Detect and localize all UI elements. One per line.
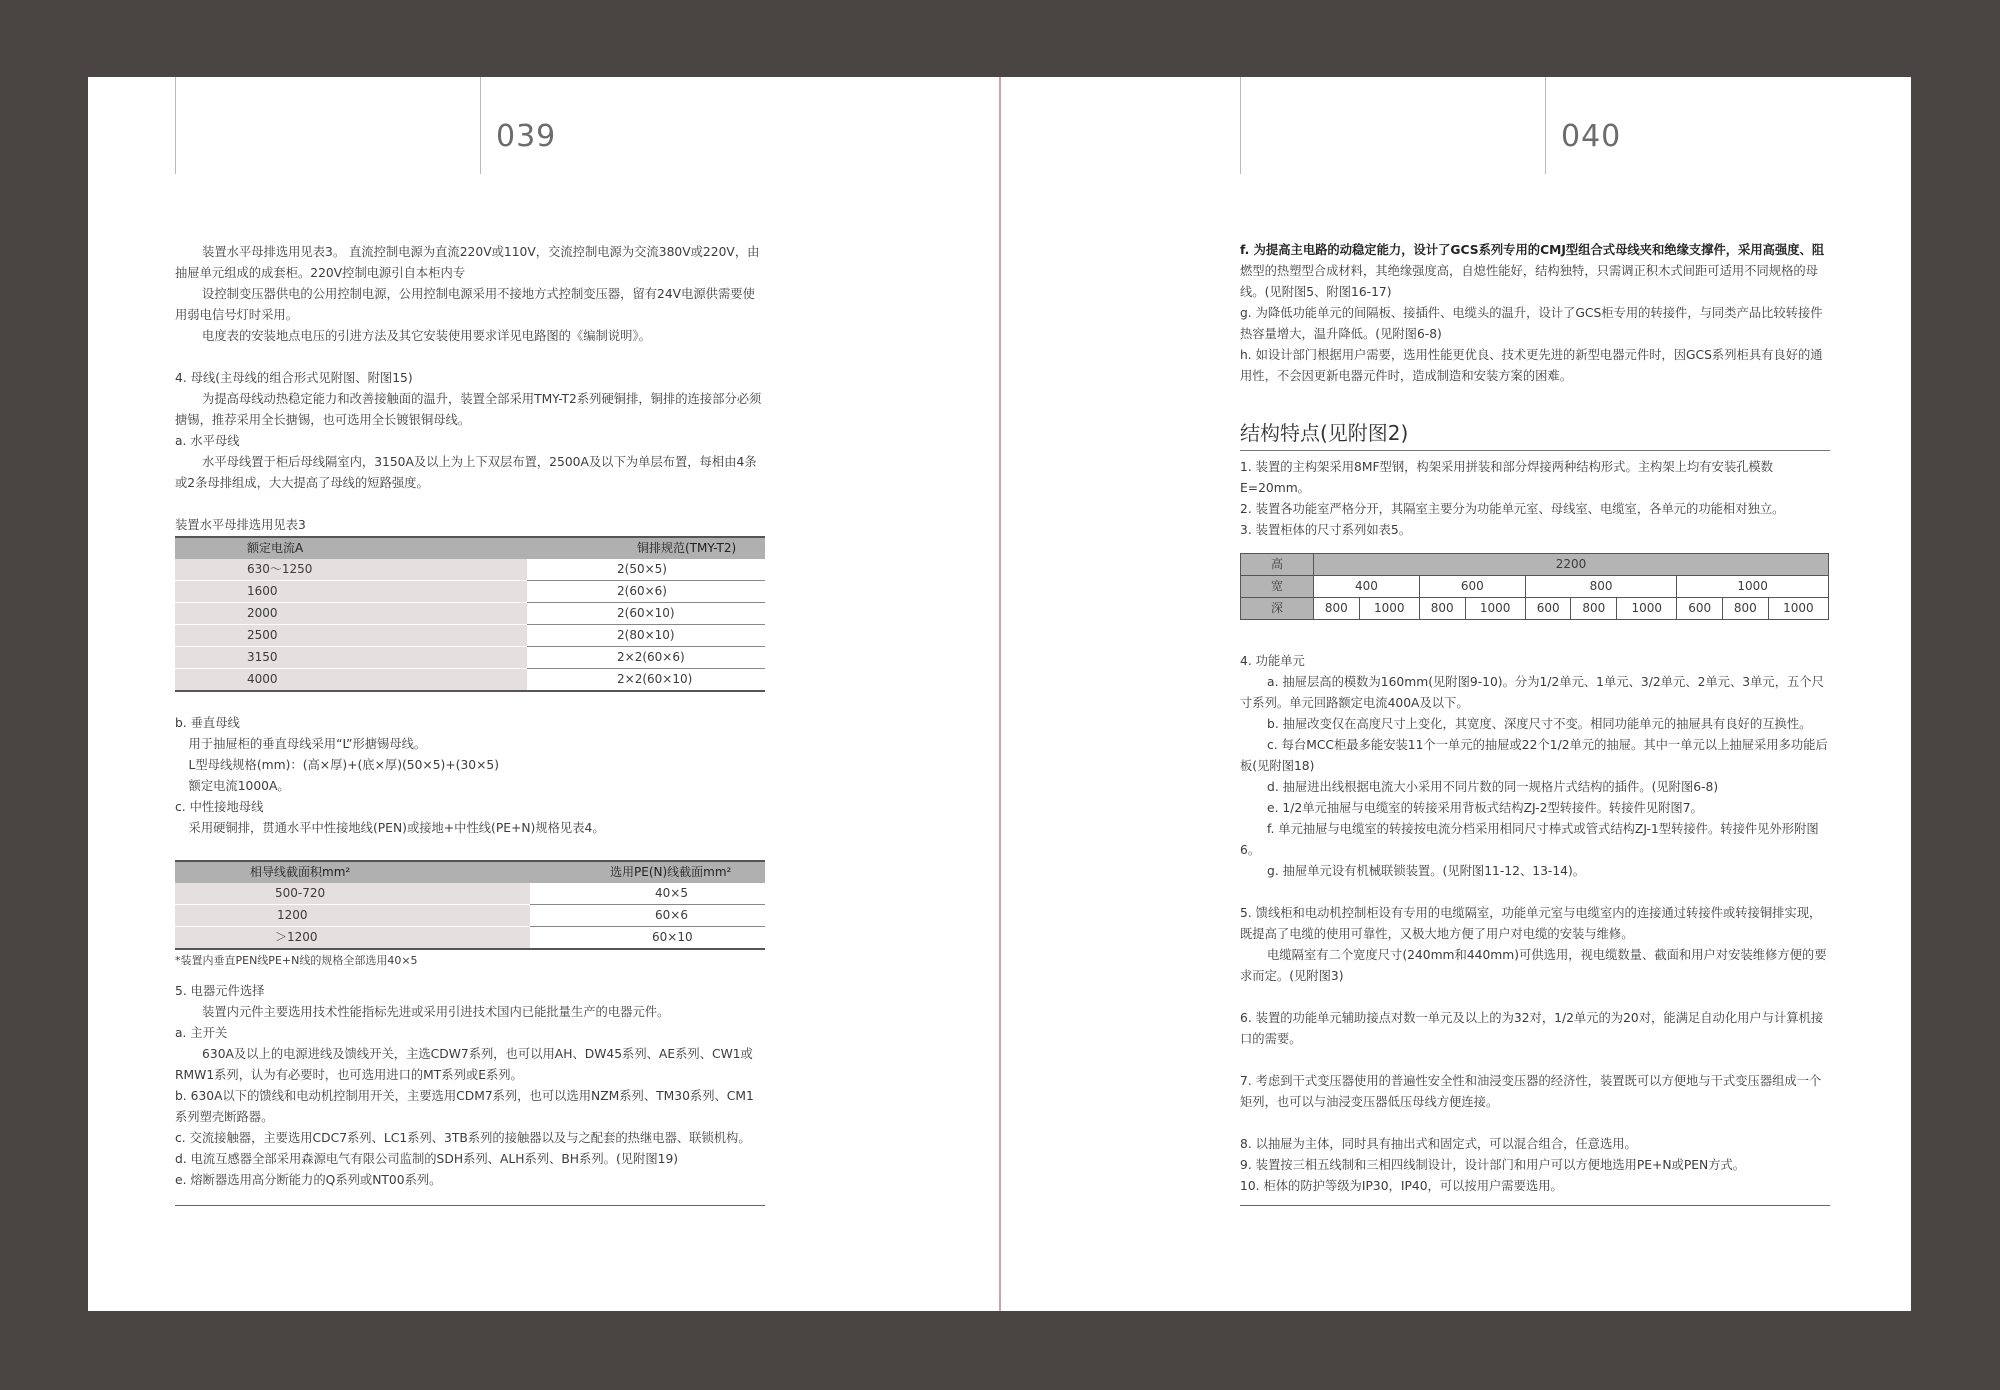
table-cell: 40×5: [530, 883, 765, 905]
list-item: e. 熔断器选用高分断能力的Q系列或NT00系列。: [175, 1173, 442, 1187]
intro-paragraph: 装置水平母排选用见表3。 直流控制电源为直流220V或110V，交流控制电源为交流380V或220V，由抽屉单元组成的成套柜。220V控制电源引自本柜内专: [175, 245, 760, 280]
heading-rule: [1240, 450, 1830, 451]
paragraph: 用于抽屉柜的垂直母线采用“L”形搪锡母线。: [188, 737, 427, 751]
subsection-title: a. 水平母线: [175, 434, 240, 448]
list-item: 1. 装置的主构架采用8MF型钢，构架采用拼装和部分焊接两种结构形式。主构架上均有安装孔模数E=20mm。: [1240, 460, 1774, 495]
section-title: 5. 电器元件选择: [175, 984, 265, 998]
paragraph: 采用硬铜排，贯通水平中性接地线(PEN)或接地+中性线(PE+N)规格见表4。: [188, 821, 605, 835]
list-item: f. 单元抽屉与电缆室的转接按电流分档采用相同尺寸棒式或管式结构ZJ-1型转接件。转接件见外形附图6。: [1240, 822, 1819, 857]
pe-table: [175, 860, 765, 950]
list-item: c. 交流接触器，主要选用CDC7系列、LC1系列、3TB系列的接触器以及与之配套的热继电器、联锁机构。: [175, 1131, 751, 1145]
subsection-title: a. 主开关: [175, 1026, 228, 1040]
bold-lead: f. 为提高主电路的动稳定能力，设计了GCS系列专用的CMJ型组合式母线夹和绝缘支撑件，采用高强度、阻: [1240, 243, 1825, 257]
list-item: a. 抽屉层高的模数为160mm(见附图9-10)。分为1/2单元、1单元、3/2单元、2单元、3单元，五个尺寸系列。单元回路额定电流400A及以下。: [1240, 675, 1824, 710]
table-row: [175, 625, 765, 647]
table-row: [1241, 554, 1829, 576]
table-header: 选用PE(N)线截面mm²: [530, 861, 765, 883]
right-column: [1240, 240, 1830, 1197]
list-item: b. 抽屉改变仅在高度尺寸上变化，其宽度、深度尺寸不变。相同功能单元的抽屉具有良好的互换性。: [1267, 717, 1812, 731]
table-cell: 2(60×6): [527, 581, 765, 603]
paragraph: 630A及以上的电源进线及馈线开关，主选CDW7系列，也可以用AH、DW45系列、AE系列、CW1或RMW1系列，认为有必要时，也可选用进口的MT系列或E系列。: [175, 1047, 753, 1082]
table-row: [175, 927, 765, 950]
table-cell: 2(80×10): [527, 625, 765, 647]
table-cell: 高: [1241, 554, 1314, 576]
table-cell: ＞1200: [175, 927, 530, 950]
table-cell: 2×2(60×6): [527, 647, 765, 669]
table-cell: 1000: [1359, 598, 1419, 620]
table-cell: 400: [1314, 576, 1420, 598]
table-cell: 60×10: [530, 927, 765, 950]
left-page: [88, 77, 999, 1311]
list-item: b. 630A以下的馈线和电动机控制用开关，主要选用CDM7系列，也可以选用NZM系列、TM30系列、CM1系列塑壳断路器。: [175, 1089, 754, 1124]
page-number: 040: [1561, 119, 1622, 154]
intro-paragraph: 电度表的安装地点电压的引进方法及其它安装使用要求详见电路图的《编制说明》。: [202, 329, 651, 343]
table-row: [175, 669, 765, 692]
paragraph: 电缆隔室有二个宽度尺寸(240mm和440mm)可供选用，视电缆数量、截面和用户对安装维修方便的要求而定。(见附图3): [1240, 948, 1827, 983]
list-item: e. 1/2单元抽屉与电缆室的转接采用背板式结构ZJ-2型转接件。转接件见附图7。: [1267, 801, 1703, 815]
table-row: [175, 905, 765, 927]
subsection-title: c. 中性接地母线: [175, 800, 264, 814]
table-row: [1241, 598, 1829, 620]
table-caption: 装置水平母排选用见表3: [175, 518, 306, 532]
table-cell: 1000: [1677, 576, 1829, 598]
paragraph: 为提高母线动热稳定能力和改善接触面的温升，装置全部采用TMY-T2系列硬铜排，铜排的连接部分必须搪锡，推荐采用全长搪锡，也可选用全长镀银铜母线。: [175, 392, 762, 427]
table-cell: 2500: [175, 625, 527, 647]
list-item: 3. 装置柜体的尺寸系列如表5。: [1240, 523, 1412, 537]
table-cell: 600: [1677, 598, 1723, 620]
bottom-rule: [175, 1205, 765, 1206]
table-cell: 1000: [1465, 598, 1525, 620]
table-row: [175, 581, 765, 603]
table-cell: 800: [1571, 598, 1617, 620]
list-item: 6. 装置的功能单元辅助接点对数一单元及以上的为32对，1/2单元的为20对，能满足自动化用户与计算机接口的需要。: [1240, 1011, 1824, 1046]
table-cell: 1000: [1768, 598, 1828, 620]
list-item: g. 为降低功能单元的间隔板、接插件、电缆头的温升，设计了GCS柜专用的转接件，与同类产品比较转接件热容量增大，温升降低。(见附图6-8): [1240, 306, 1823, 341]
table-note: *装置内垂直PEN线PE+N线的规格全部选用40×5: [175, 954, 418, 967]
table-cell: 600: [1419, 576, 1525, 598]
section-title: 4. 母线(主母线的组合形式见附图、附图15): [175, 371, 413, 385]
page-number: 039: [496, 119, 557, 154]
table-cell: 深: [1241, 598, 1314, 620]
table-cell: 2200: [1314, 554, 1829, 576]
table-cell: 2×2(60×10): [527, 669, 765, 692]
table-cell: 500-720: [175, 883, 530, 905]
table-cell: 3150: [175, 647, 527, 669]
list-item: d. 电流互感器全部采用森源电气有限公司监制的SDH系列、ALH系列、BH系列。(见附图19): [175, 1152, 679, 1166]
list-item: 10. 柜体的防护等级为IP30，IP40，可以按用户需要选用。: [1240, 1179, 1563, 1193]
table-header: 相导线截面积mm²: [175, 861, 530, 883]
table-cell: 2000: [175, 603, 527, 625]
cabinet-size-table: [1240, 553, 1829, 620]
list-item: 8. 以抽屉为主体，同时具有抽出式和固定式，可以混合组合，任意选用。: [1240, 1137, 1637, 1151]
table-cell: 630～1250: [175, 559, 527, 581]
section-heading: 结构特点(见附图2): [1240, 421, 1409, 445]
list-item: g. 抽屉单元设有机械联锁装置。(见附图11-12、13-14)。: [1267, 864, 1586, 878]
table-row: [175, 603, 765, 625]
table-cell: 2(60×10): [527, 603, 765, 625]
subsection-title: b. 垂直母线: [175, 716, 240, 730]
paragraph: 燃型的热塑型合成材料，其绝缘强度高，自熄性能好，结构独特，只需调正积木式间距可适用不同规格的母线。(见附图5、附图16-17): [1240, 264, 1818, 299]
section-title: 4. 功能单元: [1240, 654, 1305, 668]
paragraph: 水平母线置于柜后母线隔室内，3150A及以上为上下双层布置，2500A及以下为单层布置，每相由4条或2条母排组成，大大提高了母线的短路强度。: [175, 455, 757, 490]
list-item: 2. 装置各功能室严格分开，其隔室主要分为功能单元室、母线室、电缆室，各单元的功能相对独立。: [1240, 502, 1785, 516]
table-header: 额定电流A: [175, 537, 527, 559]
table-cell: 800: [1419, 598, 1465, 620]
paragraph: 额定电流1000A。: [188, 779, 290, 793]
bottom-rule: [1240, 1205, 1830, 1206]
table-row: [175, 883, 765, 905]
list-item: c. 每台MCC柜最多能安装11个一单元的抽屉或22个1/2单元的抽屉。其中一单元以上抽屉采用多功能后板(见附图18): [1240, 738, 1828, 773]
header-rule-left: [1240, 77, 1241, 174]
table-header: 铜排规范(TMY-T2): [527, 537, 765, 559]
list-item: h. 如设计部门根据用户需要，选用性能更优良、技术更先进的新型电器元件时，因GCS系列柜具有良好的通用性，不会因更新电器元件时，造成制造和安装方案的困难。: [1240, 348, 1823, 383]
table-row: [175, 559, 765, 581]
list-item: 7. 考虑到干式变压器使用的普遍性安全性和油浸变压器的经济性，装置既可以方便地与干式变压器组成一个矩列，也可以与油浸变压器低压母线方便连接。: [1240, 1074, 1822, 1109]
list-item: 5. 馈线柜和电动机控制柜设有专用的电缆隔室，功能单元室与电缆室内的连接通过转接件或转接铜排实现，既提高了电缆的使用可靠性，又极大地方便了用户对电缆的安装与维修。: [1240, 906, 1822, 941]
table-cell: 4000: [175, 669, 527, 692]
table-row: [175, 647, 765, 669]
table-cell: 800: [1525, 576, 1677, 598]
paragraph: L型母线规格(mm)：(高×厚)+(底×厚)(50×5)+(30×5): [188, 758, 500, 772]
table-cell: 800: [1314, 598, 1360, 620]
intro-paragraph: 设控制变压器供电的公用控制电源，公用控制电源采用不接地方式控制变压器，留有24V电源供需要使用弱电信号灯时采用。: [175, 287, 755, 322]
table-cell: 800: [1723, 598, 1769, 620]
list-item: [1240, 240, 1830, 303]
right-page: [1001, 77, 1911, 1311]
table-cell: 1200: [175, 905, 530, 927]
header-rule-left: [175, 77, 176, 174]
busbar-table: [175, 536, 765, 692]
table-cell: 600: [1525, 598, 1571, 620]
list-item: d. 抽屉进出线根据电流大小采用不同片数的同一规格片式结构的插件。(见附图6-8): [1267, 780, 1719, 794]
table-cell: 1000: [1617, 598, 1677, 620]
table-row: [1241, 576, 1829, 598]
table-cell: 2(50×5): [527, 559, 765, 581]
list-item: 9. 装置按三相五线制和三相四线制设计，设计部门和用户可以方便地选用PE+N或PEN方式。: [1240, 1158, 1746, 1172]
left-column: [175, 242, 765, 1191]
header-rule-right: [1545, 77, 1546, 174]
table-cell: 1600: [175, 581, 527, 603]
table-cell: 宽: [1241, 576, 1314, 598]
table-cell: 60×6: [530, 905, 765, 927]
header-rule-right: [480, 77, 481, 174]
paragraph: 装置内元件主要选用技术性能指标先进或采用引进技术国内已能批量生产的电器元件。: [202, 1005, 670, 1019]
